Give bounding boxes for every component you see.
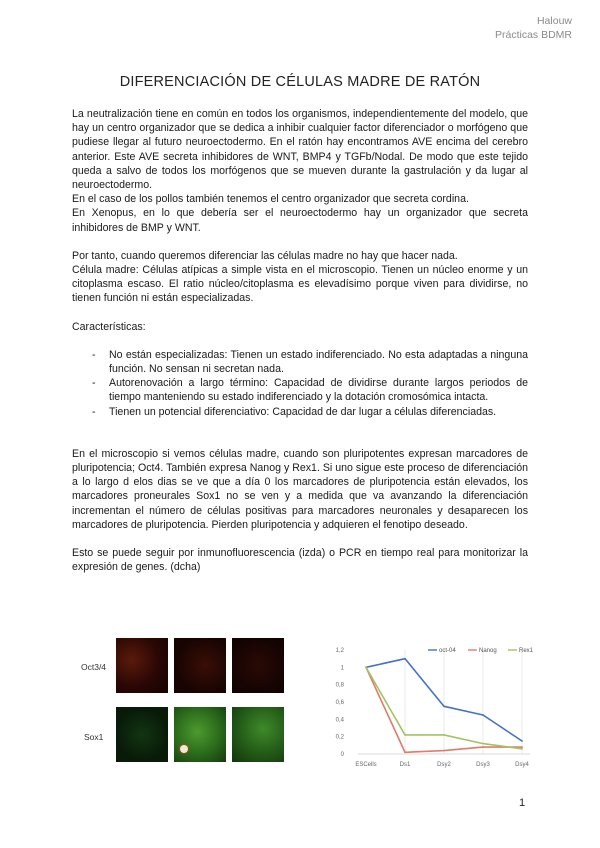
data-point	[443, 734, 445, 736]
pcr-line-chart	[330, 636, 540, 772]
data-point	[482, 746, 484, 748]
x-tick-label: Dsy4	[515, 762, 529, 768]
list-item: - No están especializadas: Tienen un estado indiferenciado. No esta adaptadas a ninguna función. No sensan ni secretan nada.	[92, 348, 528, 376]
legend-label: Nanog	[479, 648, 497, 654]
micrograph-label-sox1: Sox1	[84, 732, 104, 742]
micrograph-sox1-day2	[174, 707, 226, 762]
paragraph-neutralizacion: La neutralización tiene en común en todos los organismos, independientemente del modelo, que hay un centro organizador que se dedica a inhibir cualquier factor diferenciador o morfógeno que pudiese llegar al futuro neuroectodermo. En el ratón hay encontramos AVE encima del cerebro anterior. Este AVE secreta inhibidores de WNT, BMP4 y TGFb/Nodal. De modo que este tejido queda a salvo de todos los morfógenos que se mueven durante la gastrulación y da lugar al neuroectodermo.	[72, 108, 528, 192]
micrograph-oct4-day2	[174, 638, 226, 693]
micrograph-label-oct4: Oct3/4	[81, 662, 107, 672]
legend-label: oct-04	[439, 648, 456, 654]
figure	[74, 632, 534, 772]
paragraph-xenopus: En Xenopus, en lo que debería ser el neuroectodermo hay un organizador que secreta inhibidores de BMP y WNT.	[72, 207, 528, 234]
legend-label: Rex1	[519, 648, 534, 654]
data-point	[521, 746, 523, 748]
y-tick-label: 1,2	[335, 648, 344, 654]
page-number: 1	[519, 797, 526, 809]
page-title: DIFERENCIACIÓN DE CÉLULAS MADRE DE RATÓN	[119, 74, 481, 90]
list-item: - Tienen un potencial diferenciativo: Capacidad de dar lugar a células diferenciadas.	[92, 405, 497, 418]
data-point	[404, 751, 406, 753]
data-point	[482, 743, 484, 745]
data-point	[521, 740, 523, 742]
paragraph-celula-madre: Célula madre: Células atípicas a simple vista en el microscopio. Tienen un núcleo enorme y un citoplasma escaso. El ratio núcleo/citoplasma es elevadísimo porque viven para dividirse, no tienen función ni están especializadas.	[72, 264, 528, 305]
data-point	[443, 705, 445, 707]
y-tick-label: 0,6	[335, 700, 344, 706]
data-point	[482, 714, 484, 716]
x-tick-label: Dsy3	[476, 762, 490, 768]
y-tick-label: 0,2	[335, 734, 344, 741]
micrograph-sox1-day0	[116, 707, 168, 762]
data-point	[365, 666, 367, 668]
page-header	[495, 14, 572, 42]
micrograph-oct4-day4	[232, 638, 284, 693]
paragraph-diferenciar: Por tanto, cuando queremos diferenciar las células madre no hay que hacer nada.	[72, 249, 458, 262]
x-tick-label: ESCells	[355, 762, 377, 768]
x-tick-label: Ds1	[399, 762, 411, 768]
micrograph-oct4-day0	[116, 638, 168, 693]
y-tick-label: 0,8	[335, 682, 344, 689]
data-point	[404, 658, 406, 660]
paragraph-inmunofluorescencia: Esto se puede seguir por inmunofluorescencia (izda) o PCR en tiempo real para monitorizar la expresión de genes. (dcha)	[72, 547, 528, 574]
list-item: - Autorenovación a largo término: Capacidad de dividirse durante largos periodos de tiempo manteniendo su estado indiferenciado y la dotación cromosómica intacta.	[92, 377, 528, 404]
chart-canvas	[330, 636, 540, 772]
cell-cluster-icon	[180, 745, 188, 753]
paragraph-pollos: En el caso de los pollos también tenemos el centro organizador que secreta cordina.	[72, 193, 469, 206]
header-course: Prácticas BDMR	[494, 29, 572, 41]
paragraph-microscopio: En el microscopio si vemos células madre, cuando son pluripotentes expresan marcadores de pluripotencia; Oct4. También expresa Nanog y Rex1. Si uno sigue este proceso de diferenciación a lo largo d elos dias se ve que a día 0 los marcadores de pluripotencia están elevados, los marcadores proneurales Sox1 no se ven y a medida que va avanzando la diferenciación incrementan el número de células positivas para marcadores neuronales y desaparecen los marcadores de pluripotencia. Pierden pluripotencia y adquieren el fenotipo deseado.	[72, 447, 528, 531]
y-tick-label: 1	[340, 665, 344, 672]
paragraph-caracteristicas: Características:	[72, 320, 146, 333]
data-point	[443, 750, 445, 752]
document-body	[72, 107, 528, 574]
header-author: Halouw	[536, 15, 572, 27]
data-point	[404, 734, 406, 736]
characteristics-list	[72, 348, 528, 419]
data-point	[521, 748, 523, 750]
y-tick-label: 0	[340, 752, 344, 758]
x-tick-label: Dsy2	[437, 762, 451, 768]
micrograph-sox1-day4	[232, 707, 284, 762]
y-tick-label: 0,4	[335, 717, 344, 724]
